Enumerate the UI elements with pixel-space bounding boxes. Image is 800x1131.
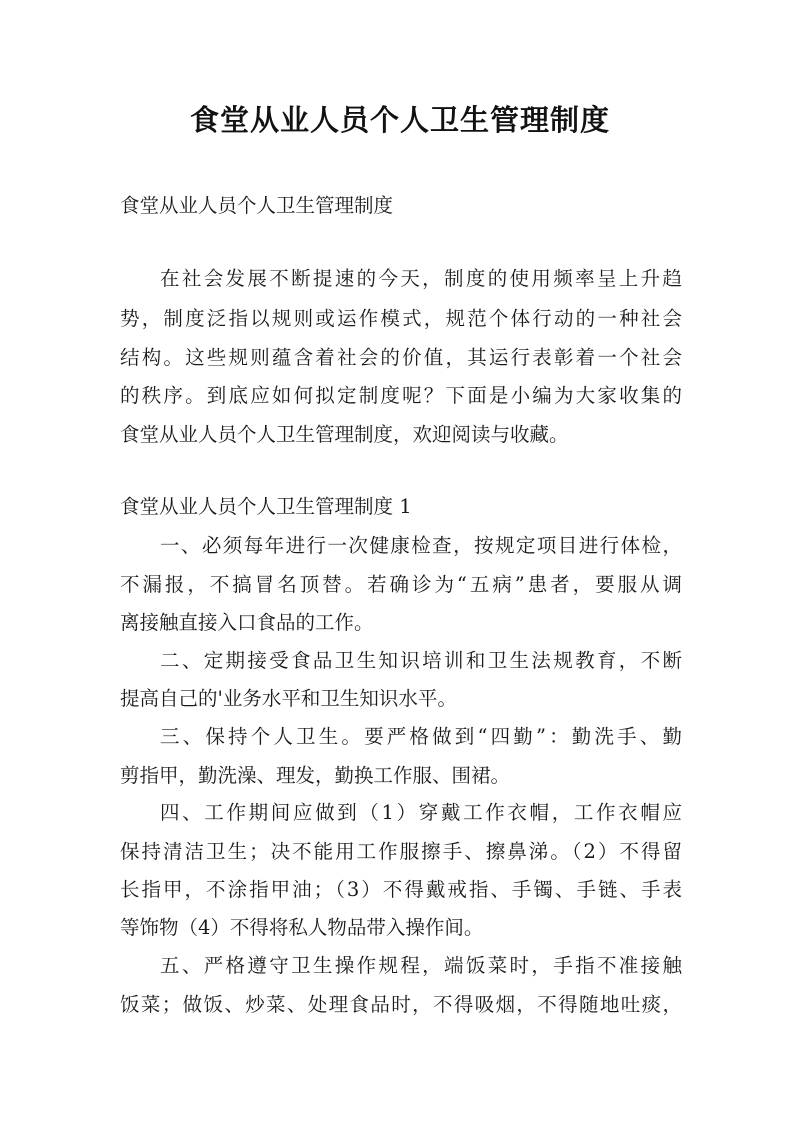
document-title: 食堂从业人员个人卫生管理制度 <box>189 103 610 137</box>
document-subtitle: 食堂从业人员个人卫生管理制度 <box>120 194 394 217</box>
body-line: 提高自己的'业务水平和卫生知识水平。 <box>120 687 457 710</box>
intro-line: 的秩序。到底应如何拟定制度呢？下面是小编为大家收集的 <box>120 384 682 407</box>
intro-line: 结构。这些规则蕴含着社会的价值，其运行表彰着一个社会 <box>120 346 682 369</box>
body-line: 二、定期接受食品卫生知识培训和卫生法规教育，不断 <box>160 649 682 672</box>
intro-line: 食堂从业人员个人卫生管理制度，欢迎阅读与收藏。 <box>120 423 569 446</box>
body-line: 不漏报，不搞冒名顶替。若确诊为“五病”患者，要服从调 <box>120 573 682 596</box>
body-line: 五、严格遵守卫生操作规程，端饭菜时，手指不准接触 <box>160 954 682 977</box>
body-line: 保持清洁卫生；决不能用工作服擦手、擦鼻涕。（2）不得留 <box>120 840 682 863</box>
body-line: 三、保持个人卫生。要严格做到“四勤”：勤洗手、勤 <box>160 725 682 748</box>
section-heading: 食堂从业人员个人卫生管理制度 1 <box>120 495 412 518</box>
body-line: 剪指甲，勤洗澡、理发，勤换工作服、围裙。 <box>120 764 511 787</box>
intro-line: 在社会发展不断提速的今天，制度的使用频率呈上升趋 <box>160 267 682 290</box>
body-line: 长指甲，不涂指甲油；（3）不得戴戒指、手镯、手链、手表 <box>120 878 682 901</box>
body-line: 四、工作期间应做到（1）穿戴工作衣帽，工作衣帽应 <box>160 801 682 824</box>
body-line: 饭菜；做饭、炒菜、处理食品时，不得吸烟，不得随地吐痰， <box>120 993 682 1016</box>
body-line: 一、必须每年进行一次健康检查，按规定项目进行体检， <box>160 534 682 557</box>
intro-line: 势，制度泛指以规则或运作模式，规范个体行动的一种社会 <box>120 307 682 330</box>
body-line: 离接触直接入口食品的工作。 <box>120 611 374 634</box>
body-line: 等饰物（4）不得将私人物品带入操作间。 <box>120 916 484 939</box>
